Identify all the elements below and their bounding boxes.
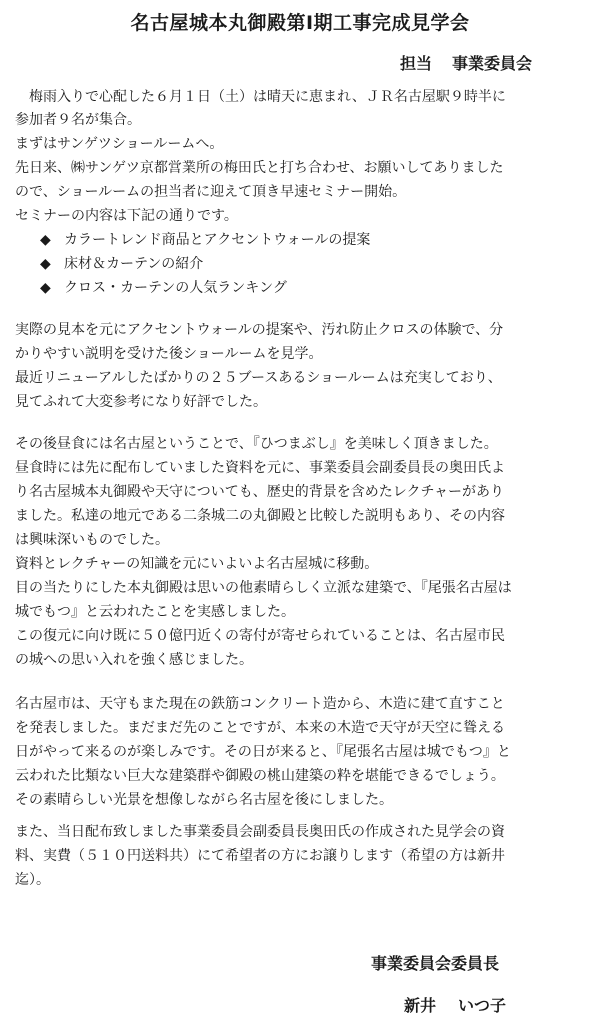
text-line: 昼食時には先に配布していました資料を元に、事業委員会副委員長の奥田氏よ (15, 460, 505, 476)
text-line: ので、ショールームの担当者に迎えて頂き早速セミナー開始。 (15, 184, 407, 200)
text-line: 料、実費（５１０円送料共）にて希望者の方にお譲りします（希望の方は新井 (15, 848, 505, 864)
text-line: 迄）。 (15, 872, 50, 888)
text-line: かりやすい説明を受けた後ショールームを見学。 (15, 346, 323, 362)
bullet-item (40, 254, 600, 274)
text-line: り名古屋城本丸御殿や天守についても、歴史的背景を含めたレクチャーがあり (15, 484, 505, 500)
author-line (400, 51, 532, 74)
text-line: 実際の見本を元にアクセントウォールの提案や、汚れ防止クロスの体験で、分 (15, 322, 504, 338)
text-line: 云われた比類ない巨大な建築群や御殿の桃山建築の粋を堪能できるでしょう。 (15, 768, 505, 784)
text-line: まずはサンゲツショールームへ。 (15, 136, 224, 152)
text-line: セミナーの内容は下記の通りです。 (15, 208, 238, 224)
text-line: 資料とレクチャーの知識を元にいよいよ名古屋城に移動。 (15, 556, 379, 572)
diamond-bullet-icon: ◆ (40, 280, 51, 296)
text-line: 先日来、㈱サンゲツ京都営業所の梅田氏と打ち合わせ、お願いしてありました (15, 160, 504, 176)
text-line: 参加者９名が集合。 (15, 112, 141, 128)
text-line: 目の当たりにした本丸御殿は思いの他素晴らしく立派な建築で、『尾張名古屋は (15, 580, 512, 596)
signature-family-name: 新井 (404, 996, 437, 1015)
author-label: 担当 (400, 54, 433, 73)
document-title: 名古屋城本丸御殿第Ⅰ期工事完成見学会 (130, 12, 470, 34)
bullet-text: カラートレンド商品とアクセントウォールの提案 (64, 232, 371, 248)
text-line: は興味深いものでした。 (15, 532, 169, 548)
bullet-item (40, 278, 600, 298)
text-line: の城への思い入れを強く感じました。 (15, 652, 253, 668)
signature-given-name: いつ子 (458, 996, 507, 1015)
text-line: 見てふれて大変参考になり好評でした。 (15, 394, 267, 410)
diamond-bullet-icon: ◆ (40, 256, 51, 272)
text-line: その後昼食には名古屋ということで、『ひつまぶし』を美味しく頂きました。 (15, 436, 498, 452)
signature-title: 事業委員会委員長 (371, 954, 500, 973)
text-line: この復元に向け既に５０億円近くの寄付が寄せられていることは、名古屋市民 (15, 628, 505, 644)
bullet-text: 床材＆カーテンの紹介 (64, 256, 204, 272)
text-line: 梅雨入りで心配した６月１日（土）は晴天に恵まれ、ＪＲ名古屋駅９時半に (15, 89, 506, 105)
text-line: 名古屋市は、天守もまた現在の鉄筋コンクリート造から、木造に建て直すこと (15, 696, 505, 712)
bullet-text: クロス・カーテンの人気ランキング (64, 280, 287, 296)
text-line: 城でもつ』と云われたことを実感しました。 (15, 604, 295, 620)
diamond-bullet-icon: ◆ (40, 232, 51, 248)
author-role: 事業委員会 (452, 54, 533, 73)
text-line: その素晴らしい光景を想像しながら名古屋を後にしました。 (15, 792, 393, 808)
text-line: を発表しました。まだまだ先のことですが、本来の木造で天守が天空に聳える (15, 720, 505, 736)
text-line: ました。私達の地元である二条城二の丸御殿と比較した説明もあり、その内容 (15, 508, 505, 524)
text-line: また、当日配布致しました事業委員会副委員長奥田氏の作成された見学会の資 (15, 824, 505, 840)
signature-name (404, 993, 506, 1016)
text-line: 最近リニューアルしたばかりの２５ブースあるショールームは充実しており、 (15, 370, 502, 386)
bullet-item (40, 230, 600, 250)
text-line: 日がやって来るのが楽しみです。その日が来ると、『尾張名古屋は城でもつ』と (15, 744, 511, 760)
